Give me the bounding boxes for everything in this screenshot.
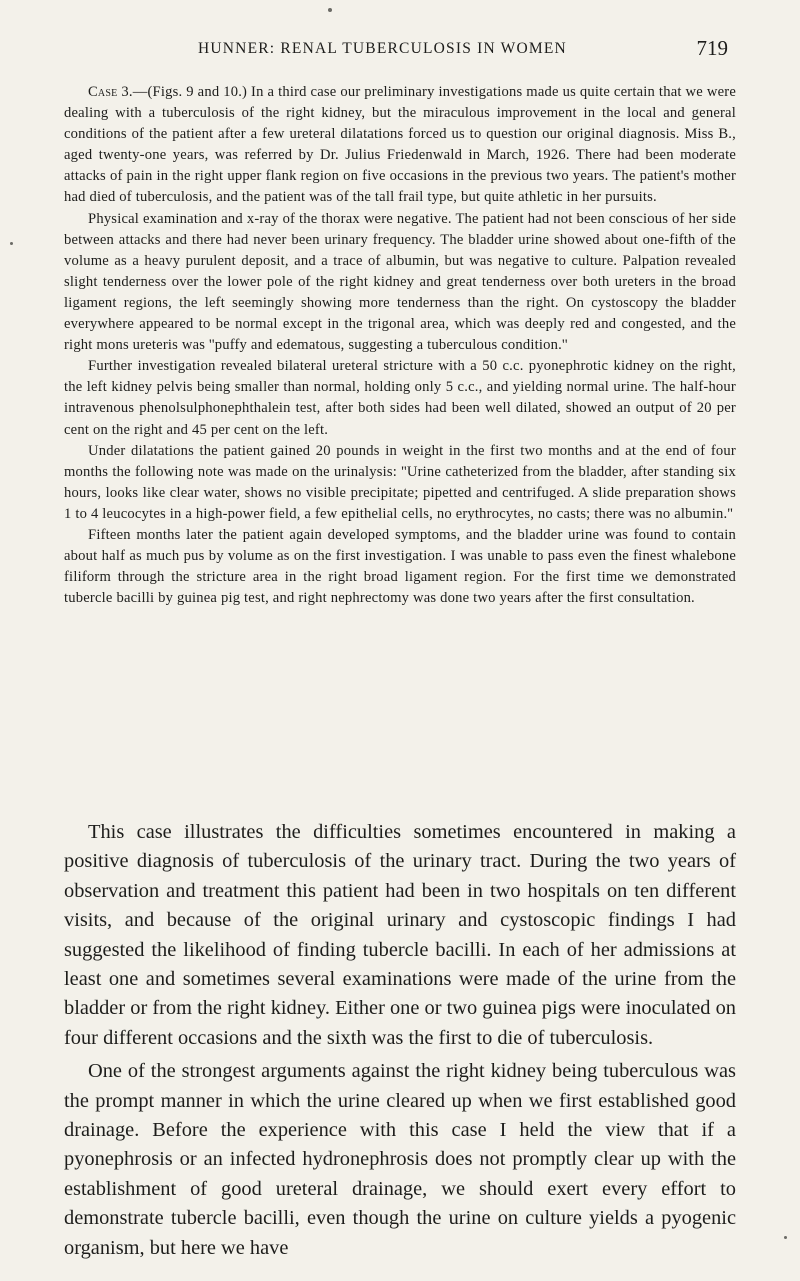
case-paragraph: Further investigation revealed bilateral ureteral stricture with a 50 c.c. pyonephrotic kidney on the right, the left kidney pelvis being smaller than normal, holding only 5 c.c., and yielding normal urine. The half-hour intravenous phenolsulphonephthalein test, after both sides had been well dilated, showed an output of 20 per cent on the right and 45 per cent on the left.	[64, 358, 736, 438]
case-paragraph: Physical examination and x-ray of the thorax were negative. The patient had not been conscious of her side between attacks and there had never been urinary frequency. The bladder urine showed about one-fifth of the volume as a heavy purulent deposit, and a trace of albumin, but was negative to culture. Palpation revealed slight tenderness over the lower pole of the right kidney and great tenderness over both ureters in the broad ligament regions, the left seemingly showing more tenderness than the right. On cystoscopy the bladder everywhere appeared to be normal except in the trigonal area, which was deeply red and congested, and the right mons ureteris was ''puffy and edematous, suggesting a tuberculous condition.''	[64, 210, 736, 354]
case-paragraph: Fifteen months later the patient again developed symptoms, and the bladder urine was found to contain about half as much pus by volume as on the first investigation. I was unable to pass even the finest whalebone filiform through the stricture area in the right broad ligament region. For the first time we demonstrated tubercle bacilli by guinea pig test, and right nephrectomy was done two years after the first consultation.	[64, 526, 736, 607]
case-report	[64, 82, 736, 609]
case-label: Case 3.	[88, 84, 133, 100]
case-intro-text: —(Figs. 9 and 10.) In a third case our preliminary investigations made us quite certain that we were dealing with a tuberculosis of the right kidney, but the miraculous improvement in the local and general conditions of the patient after a few ureteral dilatations forced us to question our original diagnosis. Miss B., aged twenty-one years, was referred by Dr. Julius Friedenwald in March, 1926. There had been moderate attacks of pain in the right upper flank region on five occasions in the previous two years. The patient's mother had died of tuberculosis, and the patient was of the tall frail type, but quite athletic in her pursuits.	[64, 84, 736, 206]
running-head: HUNNER: RENAL TUBERCULOSIS IN WOMEN	[198, 40, 567, 57]
print-speck	[328, 8, 332, 12]
page-header	[64, 36, 736, 64]
discussion-paragraph: One of the strongest arguments against the right kidney being tuberculous was the prompt manner in which the urine cleared up when we first established good drainage. Before the experience with this case I held the view that if a pyonephrosis or an infected hydronephrosis does not promptly clear up with the establishment of good ureteral drainage, we should exert every effort to demonstrate tubercle bacilli, even though the urine on culture yields a pyogenic organism, but here we have	[64, 1060, 736, 1259]
discussion-paragraph: This case illustrates the difficulties sometimes encountered in making a positive diagnosis of tuberculosis of the urinary tract. During the two years of observation and treatment this patient had been in two hospitals on ten different visits, and because of the original urinary and cystoscopic findings I had suggested the likelihood of finding tubercle bacilli. In each of her admissions at least one and sometimes several examinations were made of the urine from the bladder or from the right kidney. Either one or two guinea pigs were inoculated on four different occasions and the sixth was the first to die of tuberculosis.	[64, 821, 736, 1049]
case-paragraph: Under dilatations the patient gained 20 pounds in weight in the first two months and at the end of four months the following note was made on the urinalysis: ''Urine catheterized from the bladder, after standing six hours, looks like clear water, shows no visible precipitate; pipetted and centrifuged. A slide preparation shows 1 to 4 leucocytes in a high-power field, a few epithelial cells, no erythrocytes, no casts; there was no albumin.''	[64, 442, 736, 522]
case-intro-paragraph	[64, 82, 736, 209]
print-speck	[784, 1236, 787, 1239]
discussion	[64, 818, 736, 1263]
print-speck	[10, 242, 13, 245]
page-number: 719	[696, 36, 728, 60]
